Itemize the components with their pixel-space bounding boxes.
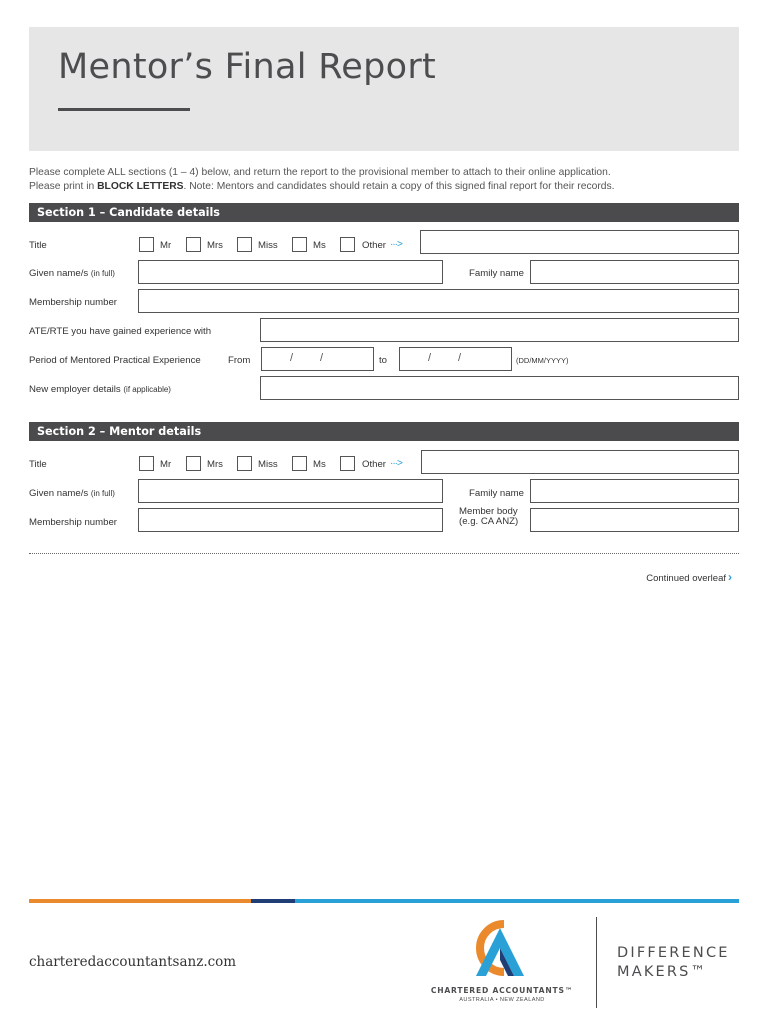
s2-checkbox-mrs[interactable] [186, 456, 201, 471]
difference-makers-tagline: DIFFERENCE MAKERS™ [617, 945, 730, 980]
s2-checkbox-ms[interactable] [292, 456, 307, 471]
s1-option-mrs: Mrs [207, 240, 223, 251]
s2-checkbox-other[interactable] [340, 456, 355, 471]
s2-member-body-label: Member body (e.g. CA ANZ) [459, 506, 519, 527]
s1-option-ms: Ms [313, 240, 326, 251]
s1-family-name-input[interactable] [530, 260, 739, 284]
chevron-right-icon: › [728, 570, 732, 584]
s1-option-other: Other [362, 240, 386, 251]
page-title: Mentor’s Final Report [58, 47, 437, 87]
s1-checkbox-other[interactable] [340, 237, 355, 252]
s2-option-mrs: Mrs [207, 459, 223, 470]
website-link[interactable]: charteredaccountantsanz.com [29, 954, 237, 970]
arrow-right-icon: ···> [390, 239, 402, 250]
s2-membership-label: Membership number [29, 517, 117, 528]
s2-checkbox-mr[interactable] [139, 456, 154, 471]
s2-family-name-label: Family name [469, 488, 524, 499]
s1-employer-input[interactable] [260, 376, 739, 400]
s2-title-label: Title [29, 459, 47, 470]
s1-to-date-input[interactable] [399, 347, 512, 371]
s2-title-other-input[interactable] [421, 450, 739, 474]
s1-given-name-label: Given name/s (in full) [29, 268, 115, 279]
s2-option-mr: Mr [160, 459, 172, 470]
s1-family-name-label: Family name [469, 268, 524, 279]
footer-bar-blue [295, 899, 739, 903]
s1-from-label: From [228, 355, 251, 366]
s1-title-label: Title [29, 240, 47, 251]
continued-overleaf: Continued overleaf › [646, 570, 732, 584]
footer-vertical-divider [596, 917, 597, 1008]
s1-period-label: Period of Mentored Practical Experience [29, 355, 201, 366]
arrow-right-icon: ···> [390, 458, 402, 469]
s1-membership-label: Membership number [29, 297, 117, 308]
intro-text [29, 166, 739, 193]
intro-line-1: Please complete ALL sections (1 – 4) below, and return the report to the provisional member to attach to their online application. [29, 167, 611, 178]
s1-to-label: to [379, 355, 388, 366]
s1-title-other-input[interactable] [420, 230, 739, 254]
ca-brand-name: CHARTERED ACCOUNTANTS™ [430, 986, 574, 995]
s1-membership-input[interactable] [138, 289, 739, 313]
ca-logo-icon [470, 918, 532, 982]
header-band [29, 27, 739, 151]
s2-option-other: Other [362, 459, 386, 470]
s1-ate-input[interactable] [260, 318, 739, 342]
s2-option-miss: Miss [258, 459, 278, 470]
date-format-hint: (DD/MM/YYYY) [516, 356, 569, 365]
date-separator: / [290, 352, 294, 364]
block-letters-emphasis: BLOCK LETTERS [97, 180, 184, 192]
footer-bar-navy [251, 899, 295, 903]
s2-given-name-label: Given name/s (in full) [29, 488, 115, 499]
s2-member-body-input[interactable] [530, 508, 739, 532]
s1-option-mr: Mr [160, 240, 172, 251]
s1-from-date-input[interactable] [261, 347, 374, 371]
s2-membership-input[interactable] [138, 508, 443, 532]
date-separator: / [428, 352, 432, 364]
dotted-divider [29, 553, 739, 554]
date-separator: / [320, 352, 324, 364]
s1-employer-label: New employer details (if applicable) [29, 384, 171, 395]
s2-family-name-input[interactable] [530, 479, 739, 503]
s1-checkbox-ms[interactable] [292, 237, 307, 252]
s1-checkbox-mr[interactable] [139, 237, 154, 252]
section-2-heading: Section 2 – Mentor details [29, 422, 739, 441]
s1-ate-label: ATE/RTE you have gained experience with [29, 326, 212, 337]
s1-option-miss: Miss [258, 240, 278, 251]
s1-checkbox-miss[interactable] [237, 237, 252, 252]
s1-checkbox-mrs[interactable] [186, 237, 201, 252]
date-separator: / [458, 352, 462, 364]
s2-given-name-input[interactable] [138, 479, 443, 503]
s1-given-name-input[interactable] [138, 260, 443, 284]
s2-option-ms: Ms [313, 459, 326, 470]
title-underline [58, 108, 190, 111]
section-1-heading: Section 1 – Candidate details [29, 203, 739, 222]
s2-checkbox-miss[interactable] [237, 456, 252, 471]
footer-bar-orange [29, 899, 251, 903]
intro-line-2: Please print in BLOCK LETTERS. Note: Mentors and candidates should retain a copy of this signed final report for their records. [29, 180, 615, 192]
ca-region: AUSTRALIA • NEW ZEALAND [459, 997, 545, 1003]
